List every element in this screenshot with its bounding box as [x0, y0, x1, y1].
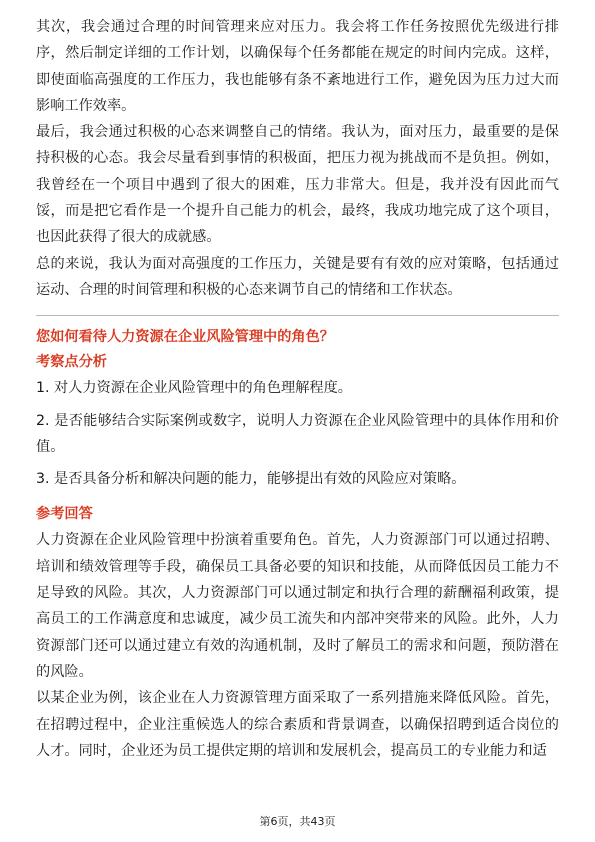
section-divider	[36, 315, 559, 316]
analysis-label: 考察点分析	[36, 354, 107, 371]
page-number-footer: 第6页，共43页	[259, 815, 336, 828]
analysis-item-1: 1. 对人力资源在企业风险管理中的角色理解程度。	[36, 380, 352, 397]
intro-paragraph-summary: 总的来说，我认为面对高强度的工作压力，关键是要有有效的应对策略，包括通过运动、合理的时间管理和积极的心态来调节自己的情绪和工作状态。	[36, 255, 559, 298]
answer-label: 参考回答	[36, 506, 93, 523]
document-page	[36, 14, 559, 764]
analysis-item-2: 2. 是否能够结合实际案例或数字，说明人力资源在企业风险管理中的具体作用和价值。	[36, 412, 559, 455]
answer-paragraph-1: 人力资源在企业风险管理中扮演着重要角色。首先，人力资源部门可以通过招聘、培训和绩效管理等手段，确保员工具备必要的知识和技能，从而降低因员工能力不足导致的风险。其次，人力资源部门可以通过制定和执行合理的薪酬福利政策，提高员工的工作满意度和忠诚度，减少员工流失和内部冲突带来的风险。此外，人力资源部门还可以通过建立有效的沟通机制，及时了解员工的需求和问题，预防潜在的风险。	[36, 532, 559, 680]
question-heading: 您如何看待人力资源在企业风险管理中的角色？	[36, 329, 334, 346]
analysis-item-3: 3. 是否具备分析和解决问题的能力，能够提出有效的风险应对策略。	[36, 471, 466, 488]
intro-paragraph-positive-attitude: 最后，我会通过积极的心态来调整自己的情绪。我认为，面对压力，最重要的是保持积极的心态。我会尽量看到事情的积极面，把压力视为挑战而不是负担。例如，我曾经在一个项目中遇到了很大的困难，压力非常大。但是，我并没有因此而气馁，而是把它看作是一个提升自己能力的机会，最终，我成功地完成了这个项目，也因此获得了很大的成就感。	[36, 124, 559, 246]
spacer	[36, 492, 559, 502]
answer-paragraph-2: 以某企业为例，该企业在人力资源管理方面采取了一系列措施来降低风险。首先，在招聘过程中，企业注重候选人的综合素质和背景调查，以确保招聘到适合岗位的人才。同时，企业还为员工提供定期的培训和发展机会，提高员工的专业能力和适	[36, 690, 559, 759]
intro-paragraph-time-management: 其次，我会通过合理的时间管理来应对压力。我会将工作任务按照优先级进行排序，然后制定详细的工作计划，以确保每个任务都能在规定的时间内完成。这样，即使面临高强度的工作压力，我也能够有条不紊地进行工作，避免因为压力过大而影响工作效率。	[36, 19, 559, 114]
